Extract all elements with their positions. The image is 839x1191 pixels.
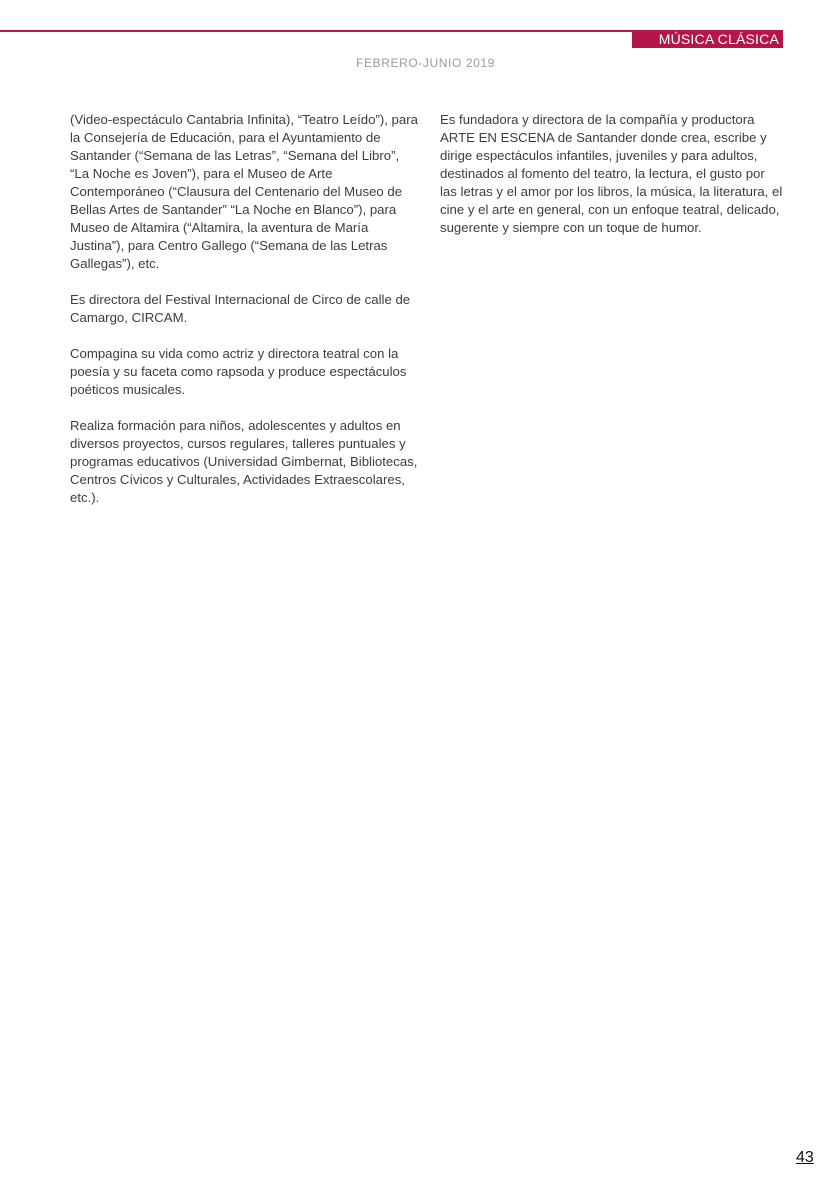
paragraph: Es directora del Festival Internacional de Circo de calle de Camargo, CIRCAM.: [70, 292, 411, 325]
paragraph: Es fundadora y directora de la compañía y productora ARTE EN ESCENA de Santander donde crea, escribe y dirige espectáculos infantiles, juveniles y para adultos, destinados al fomento del teatro, la lectura, el gusto por las letras y el amor por los libros, la música, la literatura, el cine y el arte en general, con un enfoque teatral, delicado, sugerente y siempre con un toque de humor.: [440, 112, 783, 235]
page-number: 43: [796, 1149, 814, 1166]
paragraph: Compagina su vida como actriz y directora teatral con la poesía y su faceta como rapsoda y produce espectáculos poéticos musicales.: [70, 346, 407, 397]
left-column: [70, 111, 420, 525]
right-column: [440, 111, 785, 255]
section-label: MÚSICA CLÁSICA: [632, 31, 783, 48]
paragraph: (Video-espectáculo Cantabria Infinita), “Teatro Leído”), para la Consejería de Educación, para el Ayuntamiento de Santander (“Semana de las Letras”, “Semana del Libro”, “La Noche es Joven”), para el Museo de Arte Contemporáneo (“Clausura del Centenario del Museo de Bellas Artes de Santander” “La Noche en Blanco”), para Museo de Altamira (“Altamira, la aventura de María Justina”), para Centro Gallego (“Semana de las Letras Gallegas”), etc.: [70, 112, 418, 271]
paragraph: Realiza formación para niños, adolescentes y adultos en diversos proyectos, cursos regulares, talleres puntuales y programas educativos (Universidad Gimbernat, Bibliotecas, Centros Cívicos y Culturales, Actividades Extraescolares, etc.).: [70, 418, 418, 505]
date-range: FEBRERO-JUNIO 2019: [356, 56, 495, 70]
